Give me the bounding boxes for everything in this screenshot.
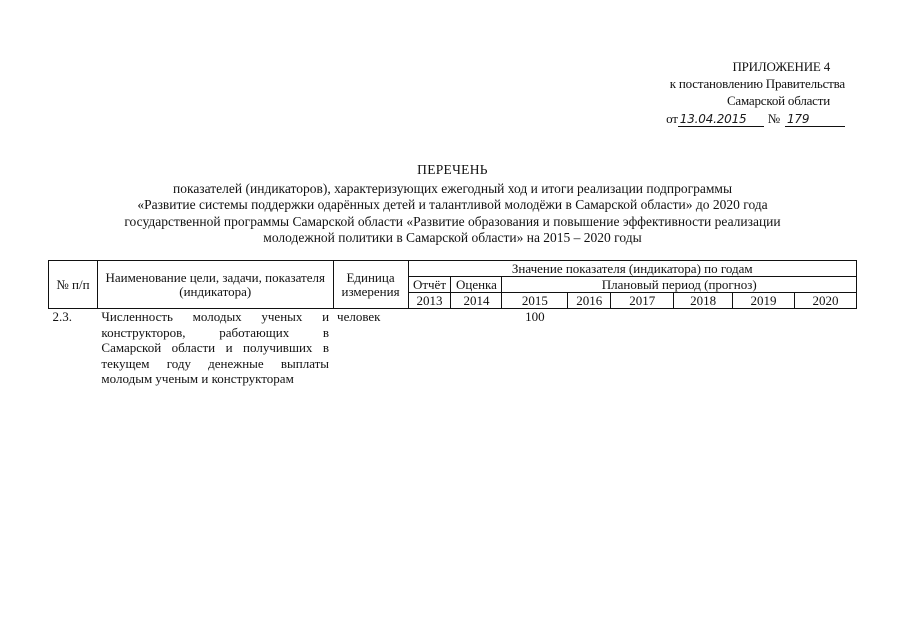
appendix-title: ПРИЛОЖЕНИЕ 4 xyxy=(732,59,830,74)
document-title xyxy=(0,162,905,247)
indicators-table xyxy=(48,260,857,387)
row-unit: человек xyxy=(337,309,381,324)
title-heading: ПЕРЕЧЕНЬ xyxy=(417,162,488,177)
value-2014 xyxy=(451,309,502,387)
header-unit: Единица измерения xyxy=(333,261,408,309)
header-planned: Плановый период (прогноз) xyxy=(502,277,857,293)
title-line-4: молодежной политики в Самарской области» на 2015 – 2020 годы xyxy=(263,230,642,245)
appendix-header xyxy=(666,58,845,127)
title-line-2: «Развитие системы поддержки одарённых детей и талантливой молодёжи в Самарской области» до 2020 года xyxy=(137,197,768,212)
number-label: № xyxy=(767,111,780,126)
handwritten-number: 179 xyxy=(785,113,845,127)
header-values-group: Значение показателя (индикатора) по годам xyxy=(408,261,857,277)
header-name: Наименование цели, задачи, показателя (индикатора) xyxy=(97,261,333,309)
header-year-2015: 2015 xyxy=(502,293,568,309)
value-2019 xyxy=(733,309,795,387)
header-num: № п/п xyxy=(49,261,98,309)
title-line-1: показателей (индикаторов), характеризующих ежегодный ход и итоги реализации подпрограммы xyxy=(172,180,733,196)
value-2018 xyxy=(674,309,733,387)
date-prefix: от xyxy=(666,111,678,126)
value-2016 xyxy=(568,309,611,387)
header-year-2013: 2013 xyxy=(408,293,451,309)
header-report: Отчёт xyxy=(408,277,451,293)
value-2017 xyxy=(611,309,674,387)
header-year-2016: 2016 xyxy=(568,293,611,309)
table-row xyxy=(49,309,857,387)
appendix-date-row xyxy=(666,110,845,127)
value-2020 xyxy=(795,309,857,387)
header-estimate: Оценка xyxy=(451,277,502,293)
header-year-2018: 2018 xyxy=(674,293,733,309)
handwritten-date: 13.04.2015 xyxy=(678,113,764,127)
row-number: 2.3. xyxy=(52,309,72,324)
title-line-3: государственной программы Самарской области «Развитие образования и повышение эффективности реализации xyxy=(124,213,781,229)
header-year-2014: 2014 xyxy=(451,293,502,309)
appendix-subtitle: к постановлению Правительства xyxy=(669,76,845,91)
header-year-2019: 2019 xyxy=(733,293,795,309)
value-2015: 100 xyxy=(525,309,545,324)
header-year-2017: 2017 xyxy=(611,293,674,309)
row-indicator-name: Численность молодых ученых и конструкторов, работающих в Самарской области и получивших в текущем году денежные выплаты молодым ученым и конструкторам xyxy=(101,309,330,386)
header-year-2020: 2020 xyxy=(795,293,857,309)
appendix-region: Самарской области xyxy=(726,93,830,108)
value-2013 xyxy=(408,309,451,387)
